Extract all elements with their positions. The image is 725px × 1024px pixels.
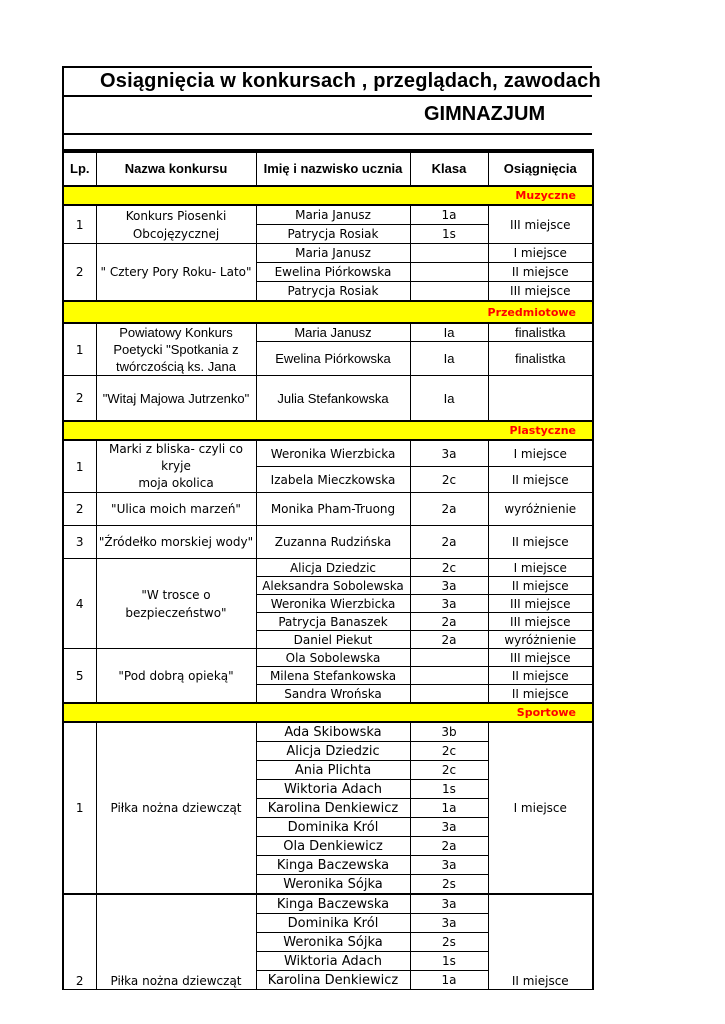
lp-cell: 3: [63, 526, 96, 559]
table-row: [63, 722, 593, 742]
class-cell: 3a: [410, 595, 488, 613]
class-cell: 2c: [410, 467, 488, 493]
contest-name-cell: " Cztery Pory Roku- Lato": [96, 244, 256, 302]
achievement-cell: III miejsce: [488, 649, 593, 667]
class-cell: Ia: [410, 376, 488, 422]
contest-name-line: twórczością ks. Jana: [116, 359, 236, 374]
achievement-cell: wyróżnienie: [488, 493, 593, 526]
table-row: [63, 376, 593, 422]
lp-cell: 2: [63, 244, 96, 302]
class-cell: 2c: [410, 742, 488, 761]
lp-cell: 1: [63, 205, 96, 244]
student-cell: Karolina Denkiewicz: [256, 971, 410, 990]
achievement-cell: II miejsce: [488, 526, 593, 559]
class-cell: 2s: [410, 875, 488, 895]
student-cell: Monika Pham-Truong: [256, 493, 410, 526]
achievement-cell: [488, 376, 593, 422]
contest-name-line: Marki z bliska- czyli co kryje: [108, 442, 244, 473]
table-row: [63, 649, 593, 667]
student-cell: Ania Plichta: [256, 761, 410, 780]
category-row-sportowe: [63, 703, 593, 722]
contest-name-cell: "Pod dobrą opieką": [96, 649, 256, 704]
class-cell: 1s: [410, 780, 488, 799]
table-row: [63, 440, 593, 467]
achievement-cell: III miejsce: [488, 613, 593, 631]
student-cell: Alicja Dziedzic: [256, 559, 410, 577]
achievement-cell: II miejsce: [488, 894, 593, 990]
student-cell: Julia Stefankowska: [256, 376, 410, 422]
contest-name-line: Obcojęzycznej: [132, 226, 220, 241]
student-cell: Ewelina Piórkowska: [256, 342, 410, 376]
header-lp: Lp.: [63, 150, 96, 186]
student-cell: Izabela Mieczkowska: [256, 467, 410, 493]
class-cell: [410, 649, 488, 667]
contest-name-line: "W trosce o: [141, 587, 211, 602]
student-cell: Maria Janusz: [256, 205, 410, 225]
student-cell: Sandra Wrońska: [256, 685, 410, 704]
class-cell: 3a: [410, 577, 488, 595]
table-row: [63, 323, 593, 342]
student-cell: Weronika Sójka: [256, 933, 410, 952]
student-cell: Weronika Wierzbicka: [256, 595, 410, 613]
contest-name-line: moja okolica: [138, 476, 214, 490]
category-label: Plastyczne: [63, 421, 593, 440]
table-row: [63, 526, 593, 559]
lp-cell: 1: [63, 440, 96, 493]
class-cell: 1s: [410, 952, 488, 971]
achievement-cell: I miejsce: [488, 440, 593, 467]
header-achievements: Osiągnięcia: [488, 150, 593, 186]
lp-cell: 2: [63, 376, 96, 422]
category-label: Sportowe: [63, 703, 593, 722]
achievement-cell: finalistka: [488, 342, 593, 376]
header-class: Klasa: [410, 150, 488, 186]
class-cell: [410, 263, 488, 282]
class-cell: 1a: [410, 799, 488, 818]
class-cell: 2a: [410, 631, 488, 649]
class-cell: 1a: [410, 205, 488, 225]
class-cell: 1s: [410, 225, 488, 244]
lp-cell: 4: [63, 559, 96, 649]
class-cell: [410, 685, 488, 704]
achievement-cell: I miejsce: [488, 722, 593, 894]
student-cell: Patrycja Rosiak: [256, 225, 410, 244]
category-row-muzyczne: [63, 186, 593, 205]
class-cell: 3a: [410, 894, 488, 914]
contest-name-cell: [96, 323, 256, 376]
title-block: [62, 66, 601, 153]
class-cell: 1a: [410, 971, 488, 990]
student-cell: Ola Sobolewska: [256, 649, 410, 667]
contest-name-cell: [96, 559, 256, 649]
class-cell: 3a: [410, 440, 488, 467]
header-student-name: Imię i nazwisko ucznia: [256, 150, 410, 186]
student-cell: Patrycja Banaszek: [256, 613, 410, 631]
class-cell: [410, 282, 488, 302]
student-cell: Karolina Denkiewicz: [256, 799, 410, 818]
table-row: [63, 559, 593, 577]
table-row: [63, 205, 593, 225]
category-label: Przedmiotowe: [63, 301, 593, 323]
student-cell: Aleksandra Sobolewska: [256, 577, 410, 595]
student-cell: Patrycja Rosiak: [256, 282, 410, 302]
contest-name-line: Konkurs Piosenki: [125, 208, 227, 223]
student-cell: Ola Denkiewicz: [256, 837, 410, 856]
contest-name-cell: [96, 440, 256, 493]
category-label: Muzyczne: [63, 186, 593, 205]
class-cell: 3a: [410, 856, 488, 875]
class-cell: 2c: [410, 559, 488, 577]
achievement-cell: III miejsce: [488, 282, 593, 302]
page-subtitle: GIMNAZJUM: [424, 103, 546, 125]
page-title: Osiągnięcia w konkursach , przeglądach, zawodach: [100, 70, 601, 92]
lp-cell: 1: [63, 323, 96, 376]
contest-name-cell: Piłka nożna dziewcząt: [96, 722, 256, 894]
title-row: [64, 68, 601, 97]
contest-name-cell: "Ulica moich marzeń": [96, 493, 256, 526]
achievement-cell: II miejsce: [488, 263, 593, 282]
class-cell: Ia: [410, 342, 488, 376]
student-cell: Zuzanna Rudzińska: [256, 526, 410, 559]
category-row-przedmiotowe: [63, 301, 593, 323]
lp-cell: 2: [63, 894, 96, 990]
achievement-cell: finalistka: [488, 323, 593, 342]
contest-name-cell: [96, 205, 256, 244]
class-cell: [410, 244, 488, 263]
achievement-cell: I miejsce: [488, 559, 593, 577]
student-cell: Wiktoria Adach: [256, 952, 410, 971]
class-cell: 2a: [410, 493, 488, 526]
achievement-cell: III miejsce: [488, 205, 593, 244]
student-cell: Maria Janusz: [256, 323, 410, 342]
student-cell: Weronika Wierzbicka: [256, 440, 410, 467]
class-cell: 3a: [410, 914, 488, 933]
class-cell: 3b: [410, 722, 488, 742]
class-cell: 2a: [410, 837, 488, 856]
class-cell: Ia: [410, 323, 488, 342]
class-cell: 3a: [410, 818, 488, 837]
student-cell: Daniel Piekut: [256, 631, 410, 649]
student-cell: Wiktoria Adach: [256, 780, 410, 799]
contest-name-line: Poetycki "Spotkania z: [113, 342, 239, 357]
header-row: [63, 150, 593, 186]
table-row: [63, 493, 593, 526]
contest-name-cell: Piłka nożna dziewcząt: [96, 894, 256, 990]
achievements-table: [62, 149, 594, 990]
lp-cell: 2: [63, 493, 96, 526]
achievement-cell: II miejsce: [488, 467, 593, 493]
class-cell: [410, 667, 488, 685]
student-cell: Milena Stefankowska: [256, 667, 410, 685]
student-cell: Alicja Dziedzic: [256, 742, 410, 761]
spreadsheet-sheet: [62, 66, 601, 988]
lp-cell: 5: [63, 649, 96, 704]
contest-name-line: bezpieczeństwo": [125, 605, 227, 620]
student-cell: Ada Skibowska: [256, 722, 410, 742]
class-cell: 2c: [410, 761, 488, 780]
contest-name-line: Powiatowy Konkurs: [119, 325, 233, 340]
achievement-cell: III miejsce: [488, 595, 593, 613]
category-row-plastyczne: [63, 421, 593, 440]
achievement-cell: II miejsce: [488, 667, 593, 685]
student-cell: Dominika Król: [256, 914, 410, 933]
achievement-cell: wyróżnienie: [488, 631, 593, 649]
student-cell: Weronika Sójka: [256, 875, 410, 895]
contest-name-cell: "Witaj Majowa Jutrzenko": [96, 376, 256, 422]
achievement-cell: I miejsce: [488, 244, 593, 263]
class-cell: 2a: [410, 613, 488, 631]
achievement-cell: II miejsce: [488, 685, 593, 704]
student-cell: Maria Janusz: [256, 244, 410, 263]
student-cell: Dominika Król: [256, 818, 410, 837]
lp-cell: 1: [63, 722, 96, 894]
header-contest-name: Nazwa konkursu: [96, 150, 256, 186]
class-cell: 2s: [410, 933, 488, 952]
class-cell: 2a: [410, 526, 488, 559]
contest-name-cell: "Źródełko morskiej wody": [96, 526, 256, 559]
table-row: [63, 244, 593, 263]
student-cell: Ewelina Piórkowska: [256, 263, 410, 282]
table-row: [63, 894, 593, 914]
student-cell: Kinga Baczewska: [256, 894, 410, 914]
subtitle-row: [64, 97, 592, 135]
achievement-cell: II miejsce: [488, 577, 593, 595]
student-cell: Kinga Baczewska: [256, 856, 410, 875]
